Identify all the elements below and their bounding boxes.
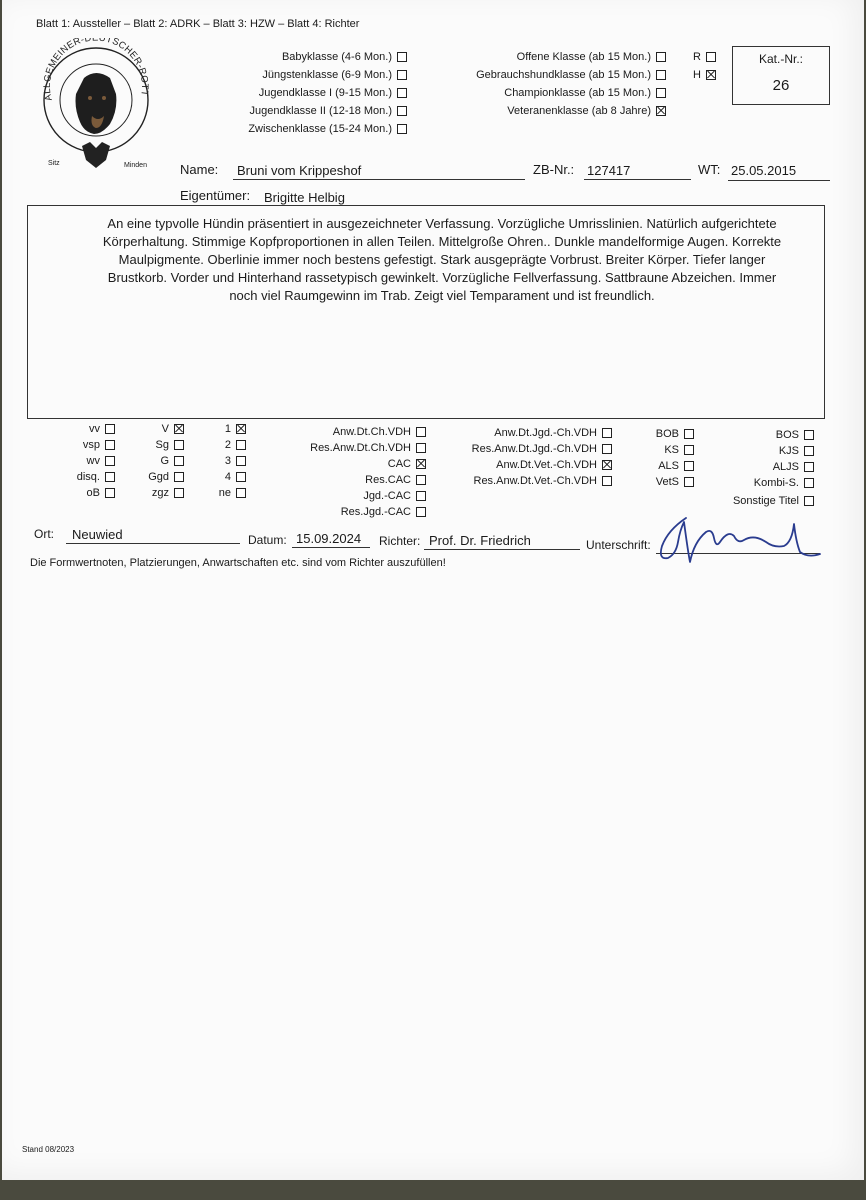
- grade-g[interactable]: G: [160, 455, 184, 467]
- placement-1[interactable]: 1: [225, 423, 246, 435]
- birth-date[interactable]: 25.05.2015: [731, 163, 797, 178]
- catalog-label: Kat.-Nr.:: [758, 52, 803, 66]
- title-anw-dt-jgd-ch[interactable]: Anw.Dt.Jgd.-Ch.VDH: [494, 427, 612, 439]
- zb-number[interactable]: 127417: [587, 163, 631, 178]
- checkbox-jugend-1: [397, 88, 407, 98]
- form-sheet: [2, 0, 864, 1180]
- judge-note: Die Formwertnoten, Platzierungen, Anwartschaften etc. sind vom Richter auszufüllen!: [30, 557, 446, 569]
- grade-wv[interactable]: wv: [87, 455, 115, 467]
- title-bos[interactable]: BOS: [776, 429, 814, 441]
- checkbox-rüde: [706, 52, 716, 62]
- owner-label: Eigentümer:: [180, 188, 251, 203]
- title-bob[interactable]: BOB: [656, 428, 694, 440]
- dog-name[interactable]: Bruni vom Krippeshof: [237, 163, 362, 178]
- zb-label: ZB-Nr.:: [533, 162, 575, 177]
- class-jugend-2[interactable]: Jugendklasse II (12-18 Mon.): [250, 105, 407, 117]
- placement-4[interactable]: 4: [225, 471, 246, 483]
- sex-rüde[interactable]: R: [693, 51, 716, 63]
- judge-signature-icon: [654, 512, 824, 572]
- catalog-value: 26: [772, 77, 790, 94]
- evaluation-text: An eine typvolle Hündin präsentiert in ausgezeichneter Verfassung. Vorzügliche Umrisslinien. Natürlich aufgerichtete Körperhaltung. Stimmige Kopfproportionen in allen Teilen. Mittelgroße Ohren.. Dunkle mandelformige Augen. Korrekte Maulpigmente. Oberlinie immer noch bestens gefestigt. Stark ausgeprägte Vorbrust. Breiter Körper. Tiefer langer Brustkorb. Vorder und Hinterhand rassetypisch gewinkelt. Vorzügliche Fellverfassung. Sattbraune Abzeichen. Immer noch viel Raumgewinn im Trab. Zeigt viel Temparament und ist freundlich.: [102, 216, 782, 303]
- title-jgd-cac[interactable]: Jgd.-CAC: [363, 490, 426, 502]
- rottweiler-seal-icon: [32, 38, 160, 178]
- class-veteranen[interactable]: Veteranenklasse (ab 8 Jahre): [507, 105, 666, 117]
- checkbox-gebrauchshund: [656, 70, 666, 80]
- grade-vv[interactable]: vv: [89, 423, 115, 435]
- checkbox-champion: [656, 88, 666, 98]
- grade-sg[interactable]: Sg: [156, 439, 184, 451]
- title-res-anw-dt-vet-ch[interactable]: Res.Anw.Dt.Vet.-Ch.VDH: [474, 475, 613, 487]
- checkbox-zwischen: [397, 124, 407, 134]
- logo-right-caption: Minden: [124, 162, 147, 169]
- title-ks[interactable]: KS: [664, 444, 694, 456]
- placement-ne[interactable]: ne: [219, 487, 246, 499]
- title-aljs[interactable]: ALJS: [773, 461, 814, 473]
- catalog-number-box: [732, 46, 830, 105]
- judge-value[interactable]: Prof. Dr. Friedrich: [429, 533, 531, 548]
- class-jugend-1[interactable]: Jugendklasse I (9-15 Mon.): [259, 87, 407, 99]
- title-als[interactable]: ALS: [658, 460, 694, 472]
- date-value[interactable]: 15.09.2024: [296, 531, 362, 546]
- grade-vsp[interactable]: vsp: [83, 439, 115, 451]
- date-label: Datum:: [248, 533, 287, 547]
- checkbox-baby: [397, 52, 407, 62]
- grade-ggd[interactable]: Ggd: [148, 471, 184, 483]
- checkbox-veteranen: [656, 106, 666, 116]
- checkbox-jugend-2: [397, 106, 407, 116]
- place-value[interactable]: Neuwied: [72, 527, 123, 542]
- club-logo: [32, 38, 160, 178]
- title-cac[interactable]: CAC: [388, 458, 426, 470]
- title-res-cac[interactable]: Res.CAC: [365, 474, 426, 486]
- svg-text:ALLGEMEINER-DEUTSCHER-ROTTWEIL: ALLGEMEINER-DEUTSCHER-ROTT: [41, 38, 151, 102]
- checkbox-hündin: [706, 70, 716, 80]
- title-anw-dt-vet-ch[interactable]: Anw.Dt.Vet.-Ch.VDH: [496, 459, 612, 471]
- sheet-distribution: Blatt 1: Aussteller – Blatt 2: ADRK – Blatt 3: HZW – Blatt 4: Richter: [36, 18, 360, 30]
- title-sonstige[interactable]: Sonstige Titel: [733, 495, 814, 507]
- placement-2[interactable]: 2: [225, 439, 246, 451]
- grade-disq[interactable]: disq.: [77, 471, 115, 483]
- class-zwischen[interactable]: Zwischenklasse (15-24 Mon.): [248, 123, 407, 135]
- wt-label: WT:: [698, 162, 721, 177]
- title-res-anw-dt-ch[interactable]: Res.Anw.Dt.Ch.VDH: [310, 442, 426, 454]
- sex-hündin[interactable]: H: [693, 69, 716, 81]
- title-kjs[interactable]: KJS: [779, 445, 814, 457]
- place-label: Ort:: [34, 527, 54, 541]
- logo-left-caption: Sitz: [48, 160, 60, 167]
- class-champion[interactable]: Championklasse (ab 15 Mon.): [504, 87, 666, 99]
- owner-name[interactable]: Brigitte Helbig: [264, 190, 345, 205]
- grade-ob[interactable]: oB: [87, 487, 115, 499]
- class-gebrauchshund[interactable]: Gebrauchshundklasse (ab 15 Mon.): [476, 69, 666, 81]
- class-offene[interactable]: Offene Klasse (ab 15 Mon.): [517, 51, 666, 63]
- class-baby[interactable]: Babyklasse (4-6 Mon.): [282, 51, 407, 63]
- judge-label: Richter:: [379, 534, 421, 548]
- grade-v[interactable]: V: [162, 423, 184, 435]
- class-juengsten[interactable]: Jüngstenklasse (6-9 Mon.): [262, 69, 407, 81]
- title-res-jgd-cac[interactable]: Res.Jgd.-CAC: [341, 506, 426, 518]
- name-label: Name:: [180, 162, 219, 177]
- form-version: Stand 08/2023: [22, 1145, 75, 1154]
- placement-3[interactable]: 3: [225, 455, 246, 467]
- signature-label: Unterschrift:: [586, 538, 651, 552]
- grade-zgz[interactable]: zgz: [152, 487, 184, 499]
- title-vets[interactable]: VetS: [656, 476, 694, 488]
- checkbox-juengsten: [397, 70, 407, 80]
- title-res-anw-dt-jgd-ch[interactable]: Res.Anw.Dt.Jgd.-Ch.VDH: [472, 443, 612, 455]
- title-kombi-s[interactable]: Kombi-S.: [754, 477, 814, 489]
- title-anw-dt-ch[interactable]: Anw.Dt.Ch.VDH: [333, 426, 426, 438]
- checkbox-offene: [656, 52, 666, 62]
